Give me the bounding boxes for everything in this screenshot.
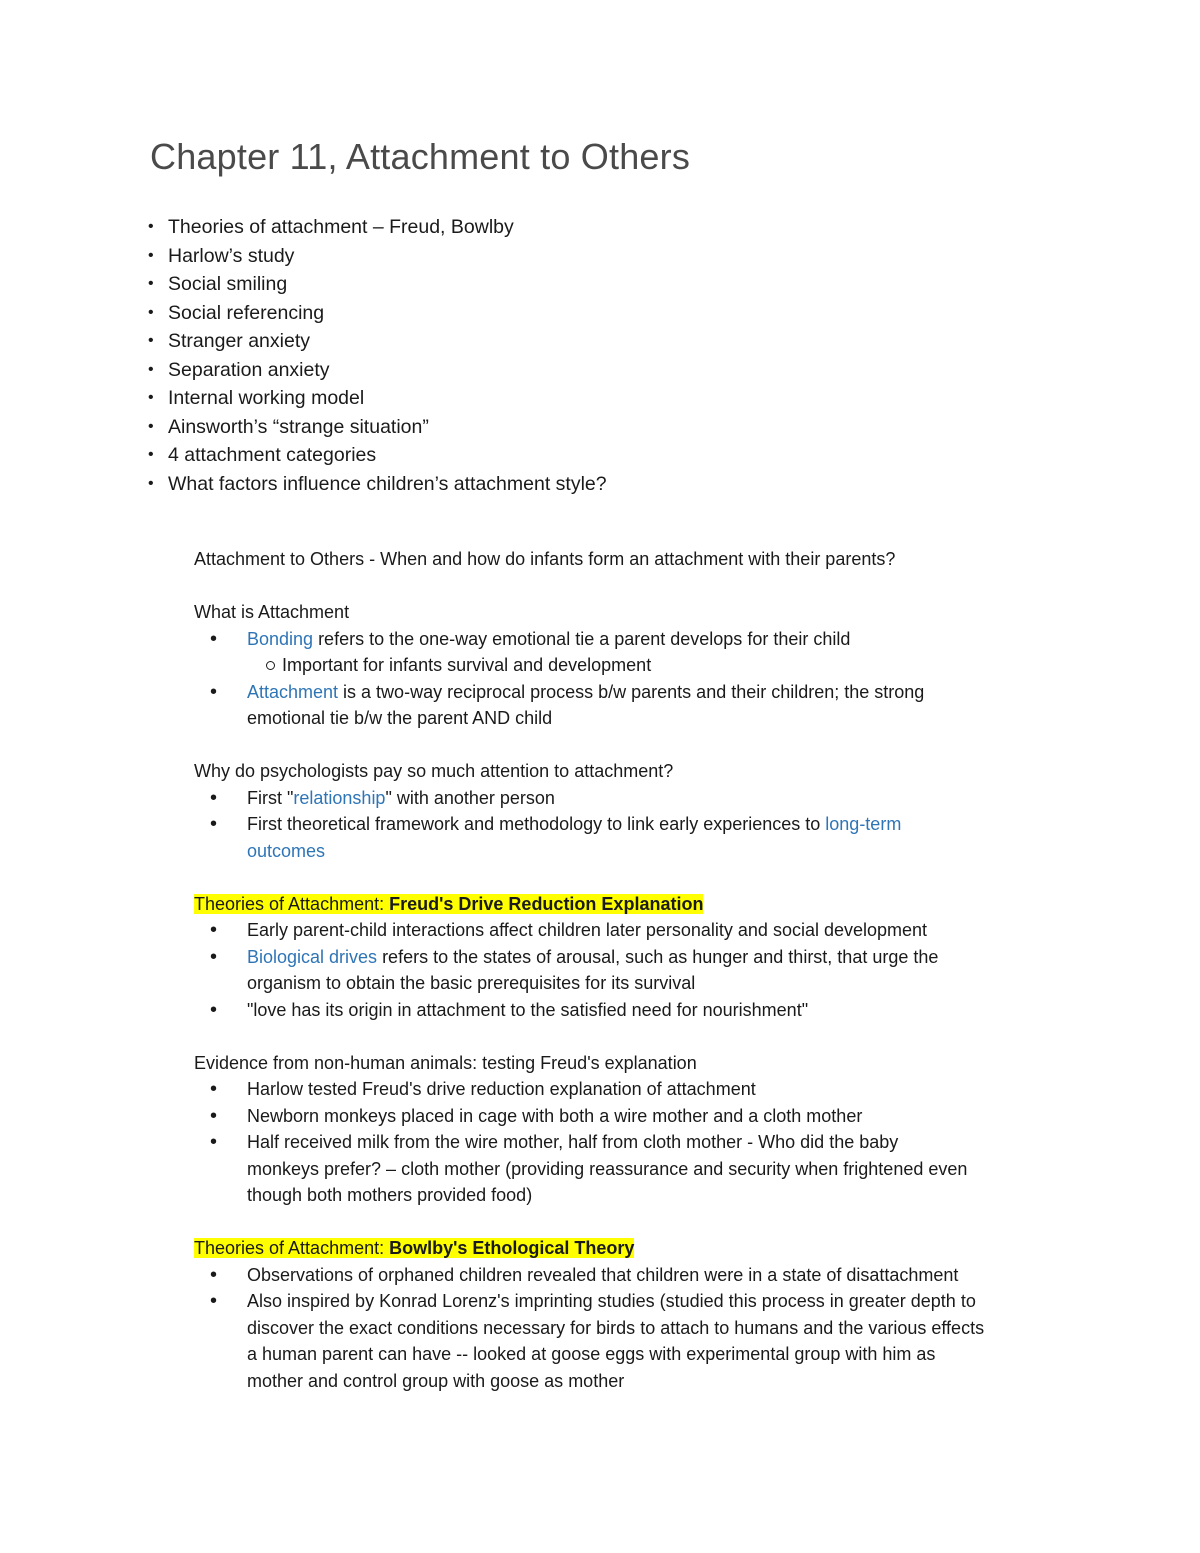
item-text: Harlow tested Freud's drive reduction explanation of attachment <box>247 1079 756 1099</box>
bullet-icon: • <box>210 1290 218 1312</box>
bullet-icon: • <box>210 1131 218 1153</box>
harlow-list <box>194 1076 1094 1209</box>
item-text: organism to obtain the basic prerequisites for its survival <box>247 973 696 993</box>
term-relationship: relationship <box>293 787 386 808</box>
list-item <box>194 997 1094 1024</box>
heading-bold: Bowlby's Ethological Theory <box>389 1238 635 1258</box>
item-text: Newborn monkeys placed in cage with both a wire mother and a cloth mother <box>247 1105 863 1126</box>
sub-list <box>194 652 1094 679</box>
item-text: " with another person <box>385 787 555 808</box>
item-text: refers to the states of arousal, such as hunger and thirst, that urge the <box>377 946 939 967</box>
item-text: Observations of orphaned children revealed that children were in a state of disattachment <box>247 1264 959 1285</box>
term-attachment: Attachment <box>247 681 339 702</box>
list-item <box>194 811 1094 864</box>
outline-item: • Social smiling <box>148 270 607 299</box>
what-is-list <box>194 626 1094 653</box>
section-heading-why: Why do psychologists pay so much attention to attachment? <box>194 761 674 781</box>
bullet-icon: • <box>210 786 218 809</box>
lecture-notes <box>194 546 1094 1394</box>
definition-text: refers to the one-way emotional tie a parent develops for their child <box>313 628 851 649</box>
item-text: discover the exact conditions necessary for birds to attach to humans and the various effects <box>247 1317 985 1338</box>
heading-prefix: Theories of Attachment: <box>194 893 390 914</box>
definition-text: emotional tie b/w the parent AND child <box>247 708 553 728</box>
bullet-icon: • <box>210 919 218 941</box>
bullet-icon: • <box>210 1078 218 1100</box>
section-heading-what-is-attachment: What is Attachment <box>194 602 350 622</box>
bullet-icon: • <box>210 1263 218 1286</box>
intro-question: Attachment to Others - When and how do infants form an attachment with their parents? <box>194 549 896 569</box>
list-item <box>194 1288 1094 1394</box>
term-bonding: Bonding <box>247 628 314 649</box>
bullet-icon: • <box>210 1104 218 1127</box>
section-heading-harlow: Evidence from non-human animals: testing Freud's explanation <box>194 1052 697 1073</box>
list-item <box>194 1262 1094 1289</box>
section-heading-bowlby <box>194 1235 1094 1262</box>
sub-item-text: Important for infants survival and development <box>282 655 652 675</box>
outline-item: • Stranger anxiety <box>148 327 607 356</box>
heading-bold: Freud's Drive Reduction Explanation <box>389 893 704 914</box>
item-text: Early parent-child interactions affect children later personality and social development <box>247 920 928 940</box>
outline-item: • What factors influence children’s attachment style? <box>148 470 607 499</box>
heading-prefix: Theories of Attachment: <box>194 1238 390 1258</box>
term-long-term: long-term <box>825 814 902 834</box>
list-item <box>194 1076 1094 1103</box>
outline-item: • Separation anxiety <box>148 356 607 385</box>
bullet-icon: • <box>210 627 218 650</box>
list-item <box>194 1103 1094 1130</box>
item-text: a human parent can have -- looked at goose eggs with experimental group with him as <box>247 1344 936 1364</box>
list-item <box>194 626 1094 653</box>
freud-list <box>194 917 1094 1023</box>
list-item <box>194 679 1094 732</box>
page-title: Chapter 11, Attachment to Others <box>150 136 691 177</box>
term-biological-drives: Biological drives <box>247 946 378 967</box>
circle-bullet-icon <box>266 661 275 670</box>
section-heading-freud <box>194 891 1094 918</box>
item-text: monkeys prefer? – cloth mother (providing reassurance and security when frightened even <box>247 1158 968 1179</box>
outline-item: • Theories of attachment – Freud, Bowlby <box>148 213 607 242</box>
list-item <box>194 785 1094 812</box>
bullet-icon: • <box>210 998 218 1021</box>
item-text: though both mothers provided food) <box>247 1185 533 1205</box>
sub-list-item <box>194 652 1094 679</box>
item-text: "love has its origin in attachment to the satisfied need for nourishment" <box>247 999 809 1020</box>
term-outcomes: outcomes <box>247 840 326 861</box>
list-item <box>194 917 1094 944</box>
outline-item: • Social referencing <box>148 299 607 328</box>
outline-item: • Internal working model <box>148 384 607 413</box>
item-text: mother and control group with goose as mother <box>247 1370 625 1391</box>
list-item <box>194 1129 1094 1209</box>
list-item <box>194 944 1094 997</box>
outline-item: • Harlow’s study <box>148 242 607 271</box>
bullet-icon: • <box>210 680 218 703</box>
item-text: First theoretical framework and methodology to link early experiences to <box>247 814 826 834</box>
chapter-outline <box>148 213 607 498</box>
definition-text: is a two-way reciprocal process b/w parents and their children; the strong <box>338 681 925 702</box>
item-text: Half received milk from the wire mother, half from cloth mother - Who did the baby <box>247 1132 899 1152</box>
why-list <box>194 785 1094 865</box>
item-text: First " <box>247 787 294 808</box>
bowlby-list <box>194 1262 1094 1395</box>
bullet-icon: • <box>210 945 218 968</box>
what-is-list-2 <box>194 679 1094 732</box>
outline-item: • 4 attachment categories <box>148 441 607 470</box>
bullet-icon: • <box>210 813 218 835</box>
outline-item: • Ainsworth’s “strange situation” <box>148 413 607 442</box>
item-text: Also inspired by Konrad Lorenz's imprinting studies (studied this process in greater depth to <box>247 1291 976 1311</box>
